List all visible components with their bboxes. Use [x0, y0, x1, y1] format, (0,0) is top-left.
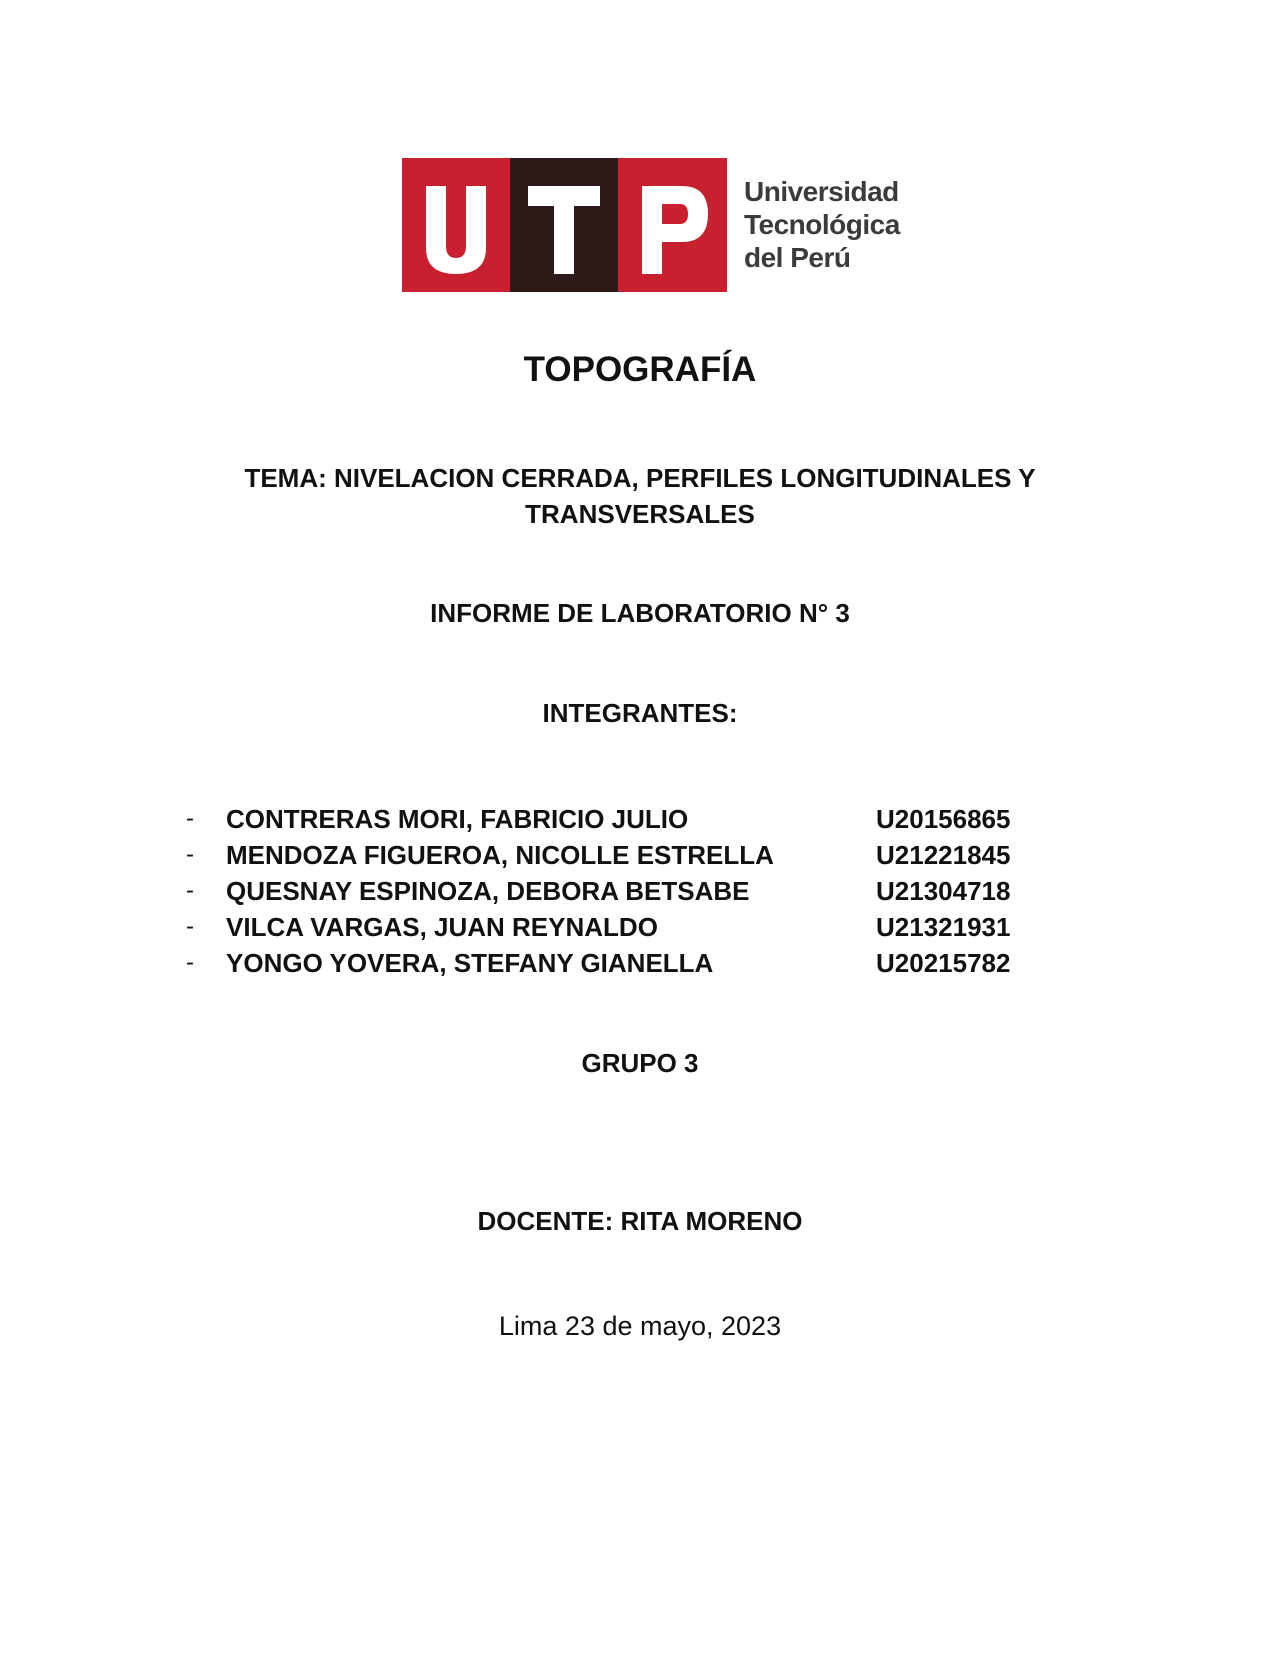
list-item: [186, 873, 1086, 909]
list-item: [186, 801, 1086, 837]
list-bullet: -: [186, 913, 194, 940]
list-item: [186, 837, 1086, 873]
member-name: MENDOZA FIGUEROA, NICOLLE ESTRELLA: [226, 840, 774, 870]
list-bullet: -: [186, 949, 194, 976]
member-code: U20156865: [876, 804, 1011, 834]
report-topic-line-1: TEMA: NIVELACION CERRADA, PERFILES LONGITUDINALES Y: [244, 463, 1036, 493]
instructor-label: DOCENTE: RITA MORENO: [477, 1206, 803, 1236]
logo-university-name: [744, 175, 924, 274]
members-list: [186, 801, 1086, 981]
group-label: GRUPO 3: [581, 1048, 699, 1078]
list-bullet: -: [186, 805, 194, 832]
logo-text-line-3: del Perú: [744, 242, 851, 273]
members-heading: INTEGRANTES:: [542, 698, 738, 728]
member-name: CONTRERAS MORI, FABRICIO JULIO: [226, 804, 689, 834]
logo-text-line-2: Tecnológica: [744, 209, 900, 240]
member-name: YONGO YOVERA, STEFANY GIANELLA: [226, 948, 714, 978]
list-item: [186, 945, 1086, 981]
member-code: U21304718: [876, 876, 1011, 906]
report-topic: [0, 460, 1280, 532]
list-bullet: -: [186, 841, 194, 868]
report-topic-line-2: TRANSVERSALES: [525, 499, 755, 529]
logo-u-block: [402, 158, 510, 292]
member-code: U21321931: [876, 912, 1011, 942]
list-item: [186, 909, 1086, 945]
date-location: Lima 23 de mayo, 2023: [498, 1311, 782, 1341]
logo-t-block: [510, 158, 618, 292]
member-code: U20215782: [876, 948, 1011, 978]
logo-text-line-1: Universidad: [744, 176, 899, 207]
course-title: TOPOGRAFÍA: [523, 350, 757, 389]
report-number: INFORME DE LABORATORIO N° 3: [430, 598, 850, 628]
member-code: U21221845: [876, 840, 1011, 870]
list-bullet: -: [186, 877, 194, 904]
member-name: QUESNAY ESPINOZA, DEBORA BETSABE: [226, 876, 750, 906]
member-name: VILCA VARGAS, JUAN REYNALDO: [226, 912, 658, 942]
logo-p-block: [618, 158, 727, 292]
utp-logo: [402, 158, 902, 292]
